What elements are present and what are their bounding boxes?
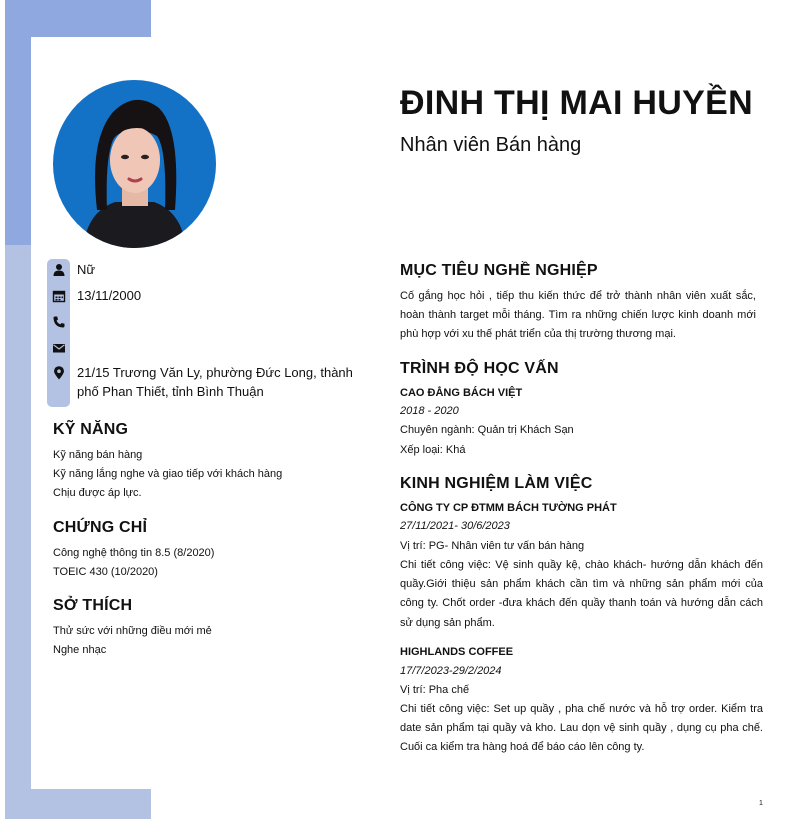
phone-icon — [52, 315, 66, 329]
location-icon — [52, 366, 66, 380]
gender-value: Nữ — [77, 262, 96, 277]
page-number: 1 — [759, 800, 763, 807]
job-details: Chi tiết công việc: Vệ sinh quầy kệ, chào khách- hướng dẫn khách đến quầy.Giới thiệu sản phẩm khách cần tìm và những sản phẩm mới của công ty. Chốt order -đưa khách đến quầy thanh toán và hướng dẫn cách sử dụng sản phẩm. — [400, 559, 763, 629]
job-period: 27/11/2021- 30/6/2023 — [400, 520, 510, 532]
skill-item: Kỹ năng lắng nghe và giao tiếp với khách hàng — [53, 468, 283, 480]
experience-heading: KINH NGHIỆM LÀM VIỆC — [400, 475, 593, 492]
person-icon — [52, 263, 66, 277]
job-company: HIGHLANDS COFFEE — [400, 646, 514, 658]
address-line-2: phố Phan Thiết, tỉnh Bình Thuận — [77, 384, 264, 399]
job-details: Chi tiết công việc: Set up quầy , pha chế nước và hỗ trợ order. Kiểm tra date sản phẩm tại quầy và kho. Lau dọn vệ sinh quầy , dụng cụ pha chế. Cuối ca kiểm tra hàng hoá để báo cáo lên công ty. — [400, 703, 763, 754]
job-period: 17/7/2023-29/2/2024 — [400, 665, 502, 677]
hobbies-heading: SỞ THÍCH — [53, 597, 133, 614]
school-name: CAO ĐẲNG BÁCH VIỆT — [400, 387, 523, 399]
hobby-item: Thử sức với những điều mới mẻ — [53, 625, 212, 637]
decorative-left-strip — [5, 245, 31, 819]
education-major: Chuyên ngành: Quản trị Khách Sạn — [400, 424, 574, 436]
birthdate-value: 13/11/2000 — [77, 288, 142, 303]
certificate-item: TOEIC 430 (10/2020) — [53, 566, 158, 578]
address-line-1: 21/15 Trương Văn Ly, phường Đức Long, thành — [77, 365, 353, 380]
objective-heading: MỤC TIÊU NGHỀ NGHIỆP — [400, 262, 598, 279]
job-company: CÔNG TY CP ĐTMM BÁCH TƯỜNG PHÁT — [400, 502, 617, 514]
job-title: Nhân viên Bán hàng — [400, 134, 582, 156]
candidate-name: ĐINH THỊ MAI HUYỀN — [400, 84, 753, 122]
education-period: 2018 - 2020 — [400, 405, 459, 417]
skill-item: Chịu được áp lực. — [53, 487, 142, 499]
skills-heading: KỸ NĂNG — [53, 421, 129, 438]
profile-photo — [53, 80, 216, 248]
hobby-item: Nghe nhạc — [53, 644, 107, 656]
certificate-item: Công nghệ thông tin 8.5 (8/2020) — [53, 547, 215, 559]
objective-text: Cố gắng học hỏi , tiếp thu kiến thức để trở thành nhân viên xuất sắc, hoàn thành target mỗi tháng. Tìm ra những chiến lược kinh doanh mới phù hợp với xu thế phát triển của thị trường thương mại. — [400, 290, 756, 341]
education-heading: TRÌNH ĐỘ HỌC VẤN — [400, 360, 559, 377]
job-role: Vị trí: Pha chế — [400, 684, 470, 696]
info-icon-bar — [47, 259, 70, 407]
decorative-bottom-block — [5, 789, 151, 819]
skill-item: Kỹ năng bán hàng — [53, 449, 143, 461]
calendar-icon — [52, 289, 66, 303]
mail-icon — [52, 341, 66, 355]
certificates-heading: CHỨNG CHỈ — [53, 519, 148, 536]
job-role: Vị trí: PG- Nhân viên tư vấn bán hàng — [400, 540, 585, 552]
education-grade: Xếp loại: Khá — [400, 444, 466, 456]
